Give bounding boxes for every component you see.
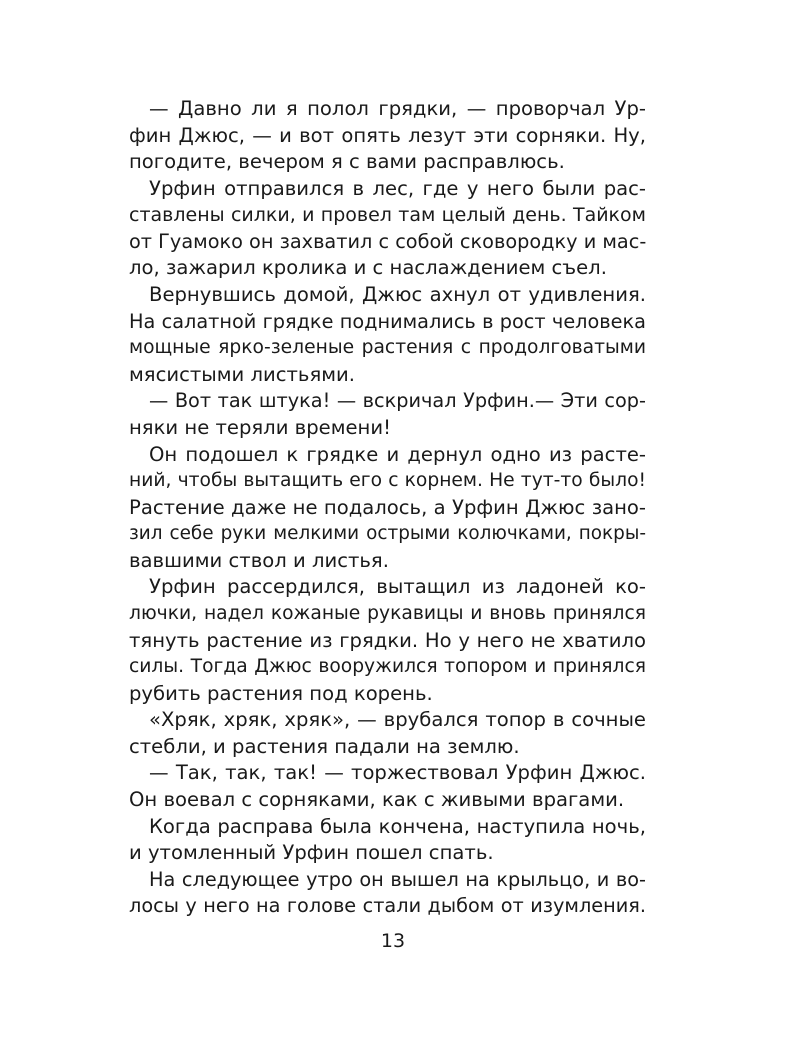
text-line: — Давно ли я полол грядки, — проворчал Ур- — [149, 97, 646, 120]
text-line: мощные ярко-зеленые растения с продолговатыми — [129, 337, 646, 359]
text-line: тянуть растение из грядки. Но у него не хватило — [129, 628, 646, 652]
text-line: силы. Тогда Джюс вооружился топором и принялся — [129, 656, 646, 678]
text-line: стебли, и растения падали на землю. — [129, 734, 520, 758]
text-line: лючки, надел кожаные рукавицы и вновь принялся — [129, 602, 646, 624]
text-line: Он подошел к грядке и дернул одно из расте- — [149, 442, 646, 466]
text-line: ло, зажарил кролика и с наслаждением съел. — [129, 256, 607, 280]
text-line: На следующее утро он вышел на крыльцо, и во- — [149, 867, 646, 891]
text-line: лосы у него на голове стали дыбом от изумления. — [129, 894, 646, 918]
text-line: Урфин отправился в лес, где у него были рас- — [149, 176, 646, 200]
text-line: погодите, вечером я с вами расправлюсь. — [129, 150, 565, 174]
text-line: Когда расправа была кончена, наступила ночь, — [149, 814, 646, 838]
text-line: — Так, так, так! — торжествовал Урфин Джюс. — [149, 761, 646, 785]
text-line: няки не теряли времени! — [129, 415, 391, 439]
page-number: 13 — [380, 930, 406, 952]
text-line: Урфин рассердился, вытащил из ладоней ко- — [149, 575, 646, 599]
text-line: от Гуамоко он захватил с собой сковородку и мас- — [129, 229, 647, 253]
text-line: Он воевал с сорняками, как с живыми врагами. — [129, 788, 625, 812]
text-line: рубить растения под корень. — [129, 681, 433, 705]
text-line: зил себе руки мелкими острыми колючками, покры- — [129, 523, 646, 545]
text-line: вавшими ствол и листья. — [129, 548, 389, 572]
text-line: На салатной грядке поднимались в рост человека — [129, 309, 646, 333]
text-line: фин Джюс, — и вот опять лезут эти сорняки. Ну, — [129, 123, 646, 147]
text-line: Растение даже не подалось, а Урфин Джюс зано- — [129, 495, 646, 519]
text-line: Вернувшись домой, Джюс ахнул от удивления. — [149, 283, 646, 307]
text-line: «Хряк, хряк, хряк», — врубался топор в сочные — [149, 708, 646, 732]
text-line: мясистыми листьями. — [129, 362, 355, 386]
text-line: ставлены силки, и провел там целый день. Тайком — [129, 204, 646, 227]
body-text — [129, 96, 646, 920]
text-line: — Вот так штука! — вскричал Урфин.— Эти сор- — [149, 389, 646, 413]
text-line: ний, чтобы вытащить его с корнем. Не тут-то было! — [129, 470, 646, 492]
text-line: и утомленный Урфин пошел спать. — [129, 841, 494, 865]
